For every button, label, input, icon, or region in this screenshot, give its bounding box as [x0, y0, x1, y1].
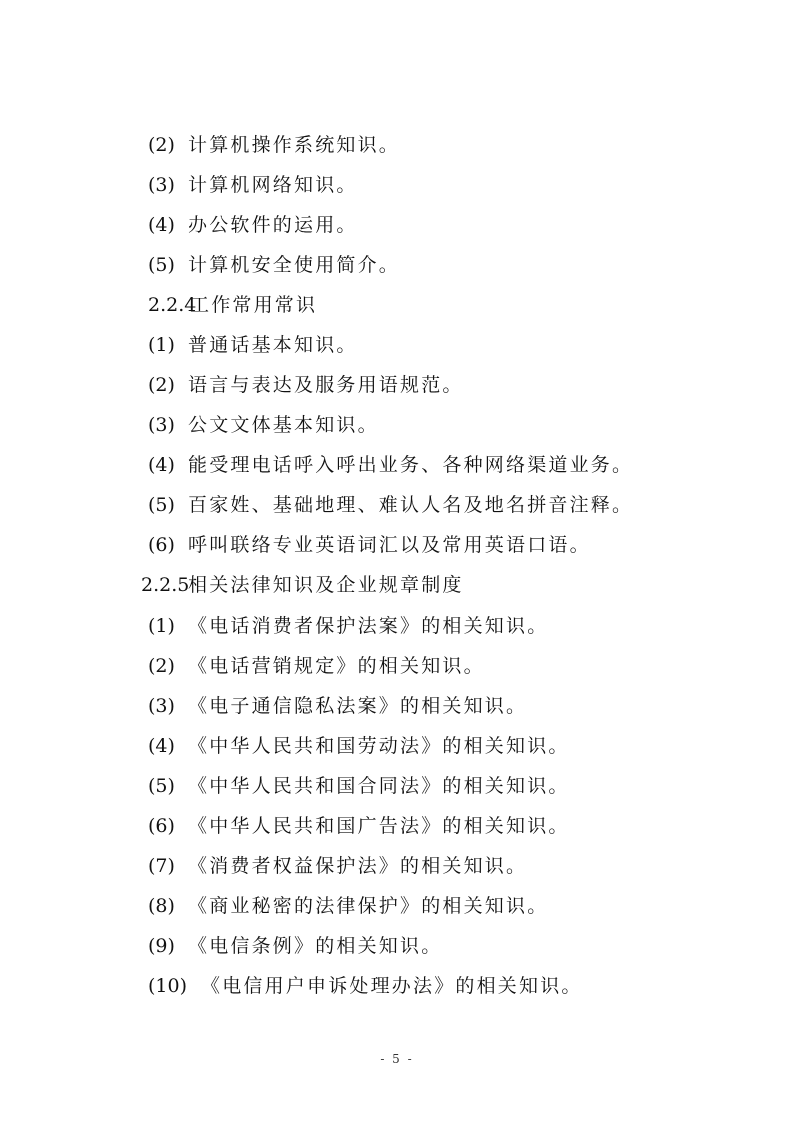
list-item	[148, 172, 358, 198]
list-item	[148, 773, 570, 799]
list-item	[148, 933, 442, 959]
list-item	[148, 412, 379, 438]
item-text: 公文文体基本知识。	[188, 414, 379, 436]
list-item	[148, 973, 583, 999]
page-number: - 5 -	[380, 1052, 414, 1066]
item-text: 计算机操作系统知识。	[188, 134, 401, 156]
section-number: 2.2.4	[148, 294, 197, 316]
section-heading	[141, 572, 464, 598]
item-text: 《消费者权益保护法》的相关知识。	[188, 855, 528, 877]
item-text: 普通话基本知识。	[188, 334, 358, 356]
item-text: 《电子通信隐私法案》的相关知识。	[188, 695, 528, 717]
list-item	[148, 452, 633, 478]
item-text: 办公软件的运用。	[188, 214, 358, 236]
item-number: (1)	[148, 615, 175, 637]
item-number: (6)	[148, 534, 175, 556]
item-number: (2)	[148, 374, 175, 396]
item-text: 《电信用户申诉处理办法》的相关知识。	[201, 975, 583, 997]
list-item	[148, 252, 400, 278]
item-number: (1)	[148, 334, 175, 356]
item-number: (2)	[148, 134, 175, 156]
item-number: (4)	[148, 214, 175, 236]
item-number: (4)	[148, 454, 175, 476]
list-item	[148, 212, 358, 238]
item-number: (10)	[148, 975, 188, 997]
item-number: (2)	[148, 655, 175, 677]
list-item	[148, 332, 358, 358]
item-number: (7)	[148, 855, 175, 877]
item-text: 语言与表达及服务用语规范。	[188, 374, 464, 396]
section-title: 工作常用常识	[190, 294, 318, 316]
section-heading	[148, 292, 317, 318]
list-item	[148, 613, 548, 639]
item-number: (3)	[148, 414, 175, 436]
section-title: 相关法律知识及企业规章制度	[188, 574, 464, 596]
item-text: 百家姓、基础地理、难认人名及地名拼音注释。	[188, 494, 634, 516]
section-number: 2.2.5	[141, 574, 190, 596]
item-number: (9)	[148, 935, 175, 957]
list-item	[148, 733, 570, 759]
item-number: (5)	[148, 254, 175, 276]
item-text: 《中华人民共和国合同法》的相关知识。	[188, 775, 570, 797]
item-number: (5)	[148, 494, 175, 516]
item-text: 《电话营销规定》的相关知识。	[188, 655, 485, 677]
list-item	[148, 653, 485, 679]
list-item	[148, 813, 570, 839]
item-text: 《商业秘密的法律保护》的相关知识。	[188, 895, 549, 917]
item-text: 《电话消费者保护法案》的相关知识。	[188, 615, 549, 637]
item-text: 计算机网络知识。	[188, 174, 358, 196]
list-item	[148, 492, 633, 518]
item-text: 《中华人民共和国劳动法》的相关知识。	[188, 735, 570, 757]
list-item	[148, 132, 400, 158]
list-item	[148, 893, 548, 919]
item-number: (5)	[148, 775, 175, 797]
list-item	[148, 372, 464, 398]
list-item	[148, 532, 591, 558]
list-item	[148, 693, 527, 719]
item-number: (6)	[148, 815, 175, 837]
list-item	[148, 853, 527, 879]
item-number: (3)	[148, 174, 175, 196]
item-number: (3)	[148, 695, 175, 717]
item-text: 计算机安全使用简介。	[188, 254, 401, 276]
item-text: 《中华人民共和国广告法》的相关知识。	[188, 815, 570, 837]
item-text: 《电信条例》的相关知识。	[188, 935, 443, 957]
item-number: (4)	[148, 735, 175, 757]
item-text: 呼叫联络专业英语词汇以及常用英语口语。	[188, 534, 591, 556]
item-number: (8)	[148, 895, 175, 917]
item-text: 能受理电话呼入呼出业务、各种网络渠道业务。	[188, 454, 634, 476]
